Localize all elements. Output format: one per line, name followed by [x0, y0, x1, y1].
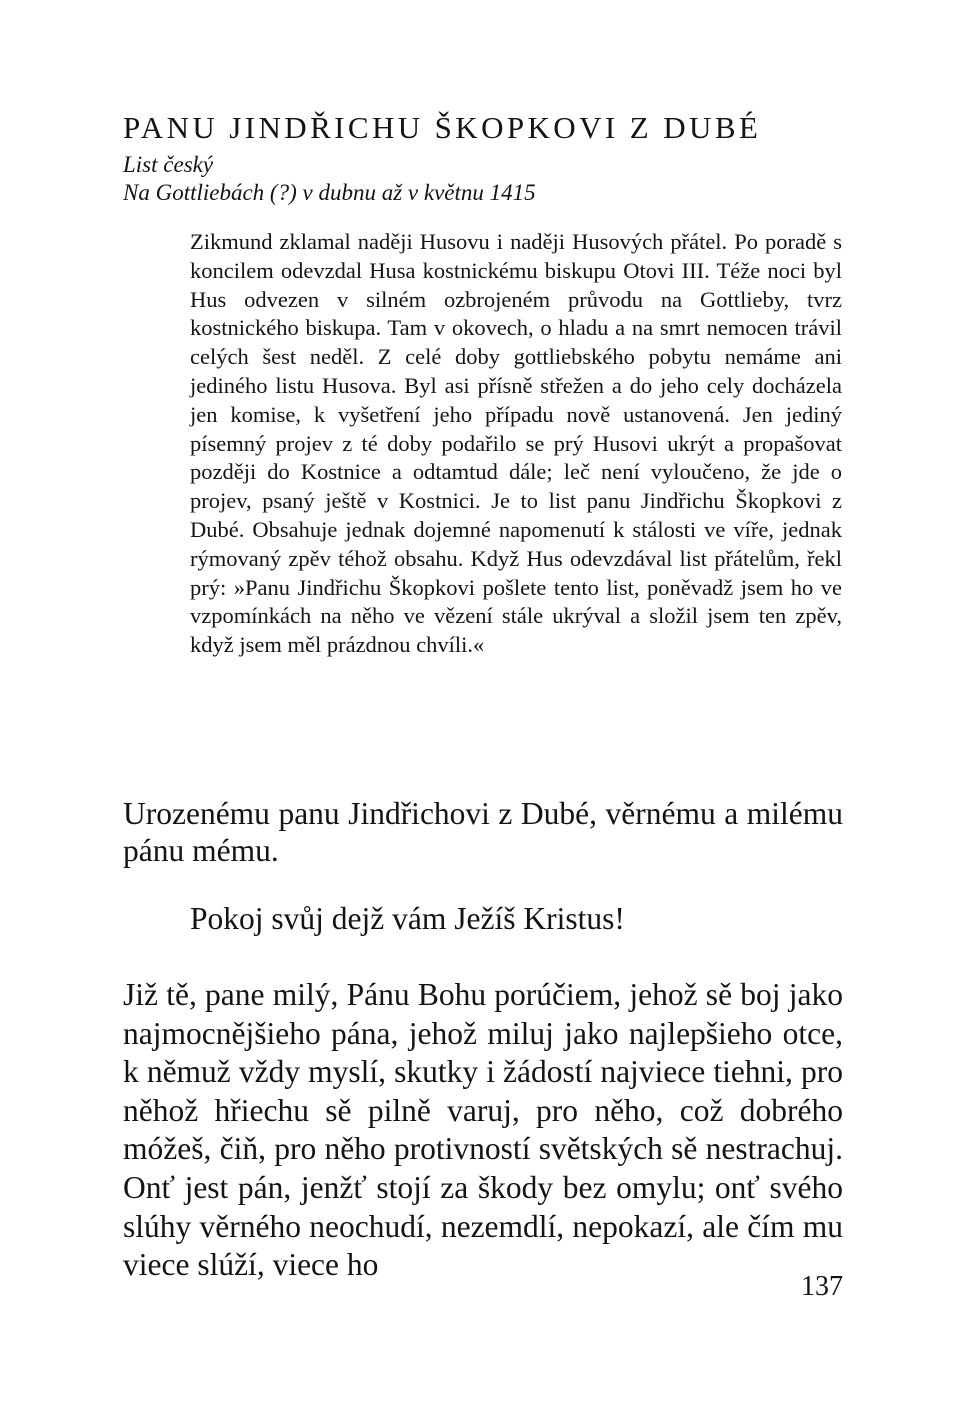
page-number: 137: [801, 1271, 843, 1302]
letter-heading: PANU JINDŘICHU ŠKOPKOVI Z DUBÉ: [123, 110, 762, 145]
letter-address: Urozenému panu Jindřichovi z Dubé, věrnému a milému pánu mému.: [123, 796, 843, 868]
editor-introduction: Zikmund zklamal naději Husovu i naději Husových přátel. Po poradě s koncilem odevzdal Husa kostnickému biskupu Otovi III. Téže noci byl Hus odvezen v silném ozbrojeném průvodu na Gottlieby, tvrz kostnického biskupa. Tam v okovech, o hladu a na smrt nemocen trávil celých šest neděl. Z celé doby gottliebského pobytu nemáme ani jediného listu Husova. Byl asi přísně střežen a do jeho cely docházela jen komise, k vyšetření jeho případu nově ustanovená. Jen jediný písemný projev z té doby podařilo se prý Husovi ukrýt a propašovat později do Kostnice a odtamtud dále; leč není vyloučeno, že jde o projev, psaný ještě v Kostnici. Je to list panu Jindřichu Škopkovi z Dubé. Obsahuje jednak dojemné napomenutí k stálosti ve víře, jednak rýmovaný zpěv téhož obsahu. Když Hus odevzdával list přátelům, řekl prý: »Panu Jindřichu Škopkovi pošlete tento list, poněvadž jsem ho ve vzpomínkách na něho ve vězení stále ukrýval a složil jsem ten zpěv, když jsem měl prázdnou chvíli.«: [190, 229, 842, 658]
letter-body: Již tě, pane milý, Pánu Bohu porúčiem, jehož sě boj jako najmocnějšieho pána, jehož miluj jako najlepšieho otce, k němuž vždy myslí, skutky i žádostí najviece tiehni, pro něhož hřiechu sě pilně varuj, pro něho, což dobrého móžeš, čiň, pro něho protivností světských sě nestrachuj. Onť jest pán, jenžť stojí za škody bez omylu; onť svého slúhy věrného neochudí, nezemdlí, nepokazí, ale čím mu viece slúží, viece ho: [123, 977, 843, 1283]
letter-language-note: List český: [123, 152, 214, 177]
letter-greeting: Pokoj svůj dejž vám Ježíš Kristus!: [190, 901, 625, 936]
letter-place-date-note: Na Gottliebách (?) v dubnu až v květnu 1415: [123, 180, 536, 205]
